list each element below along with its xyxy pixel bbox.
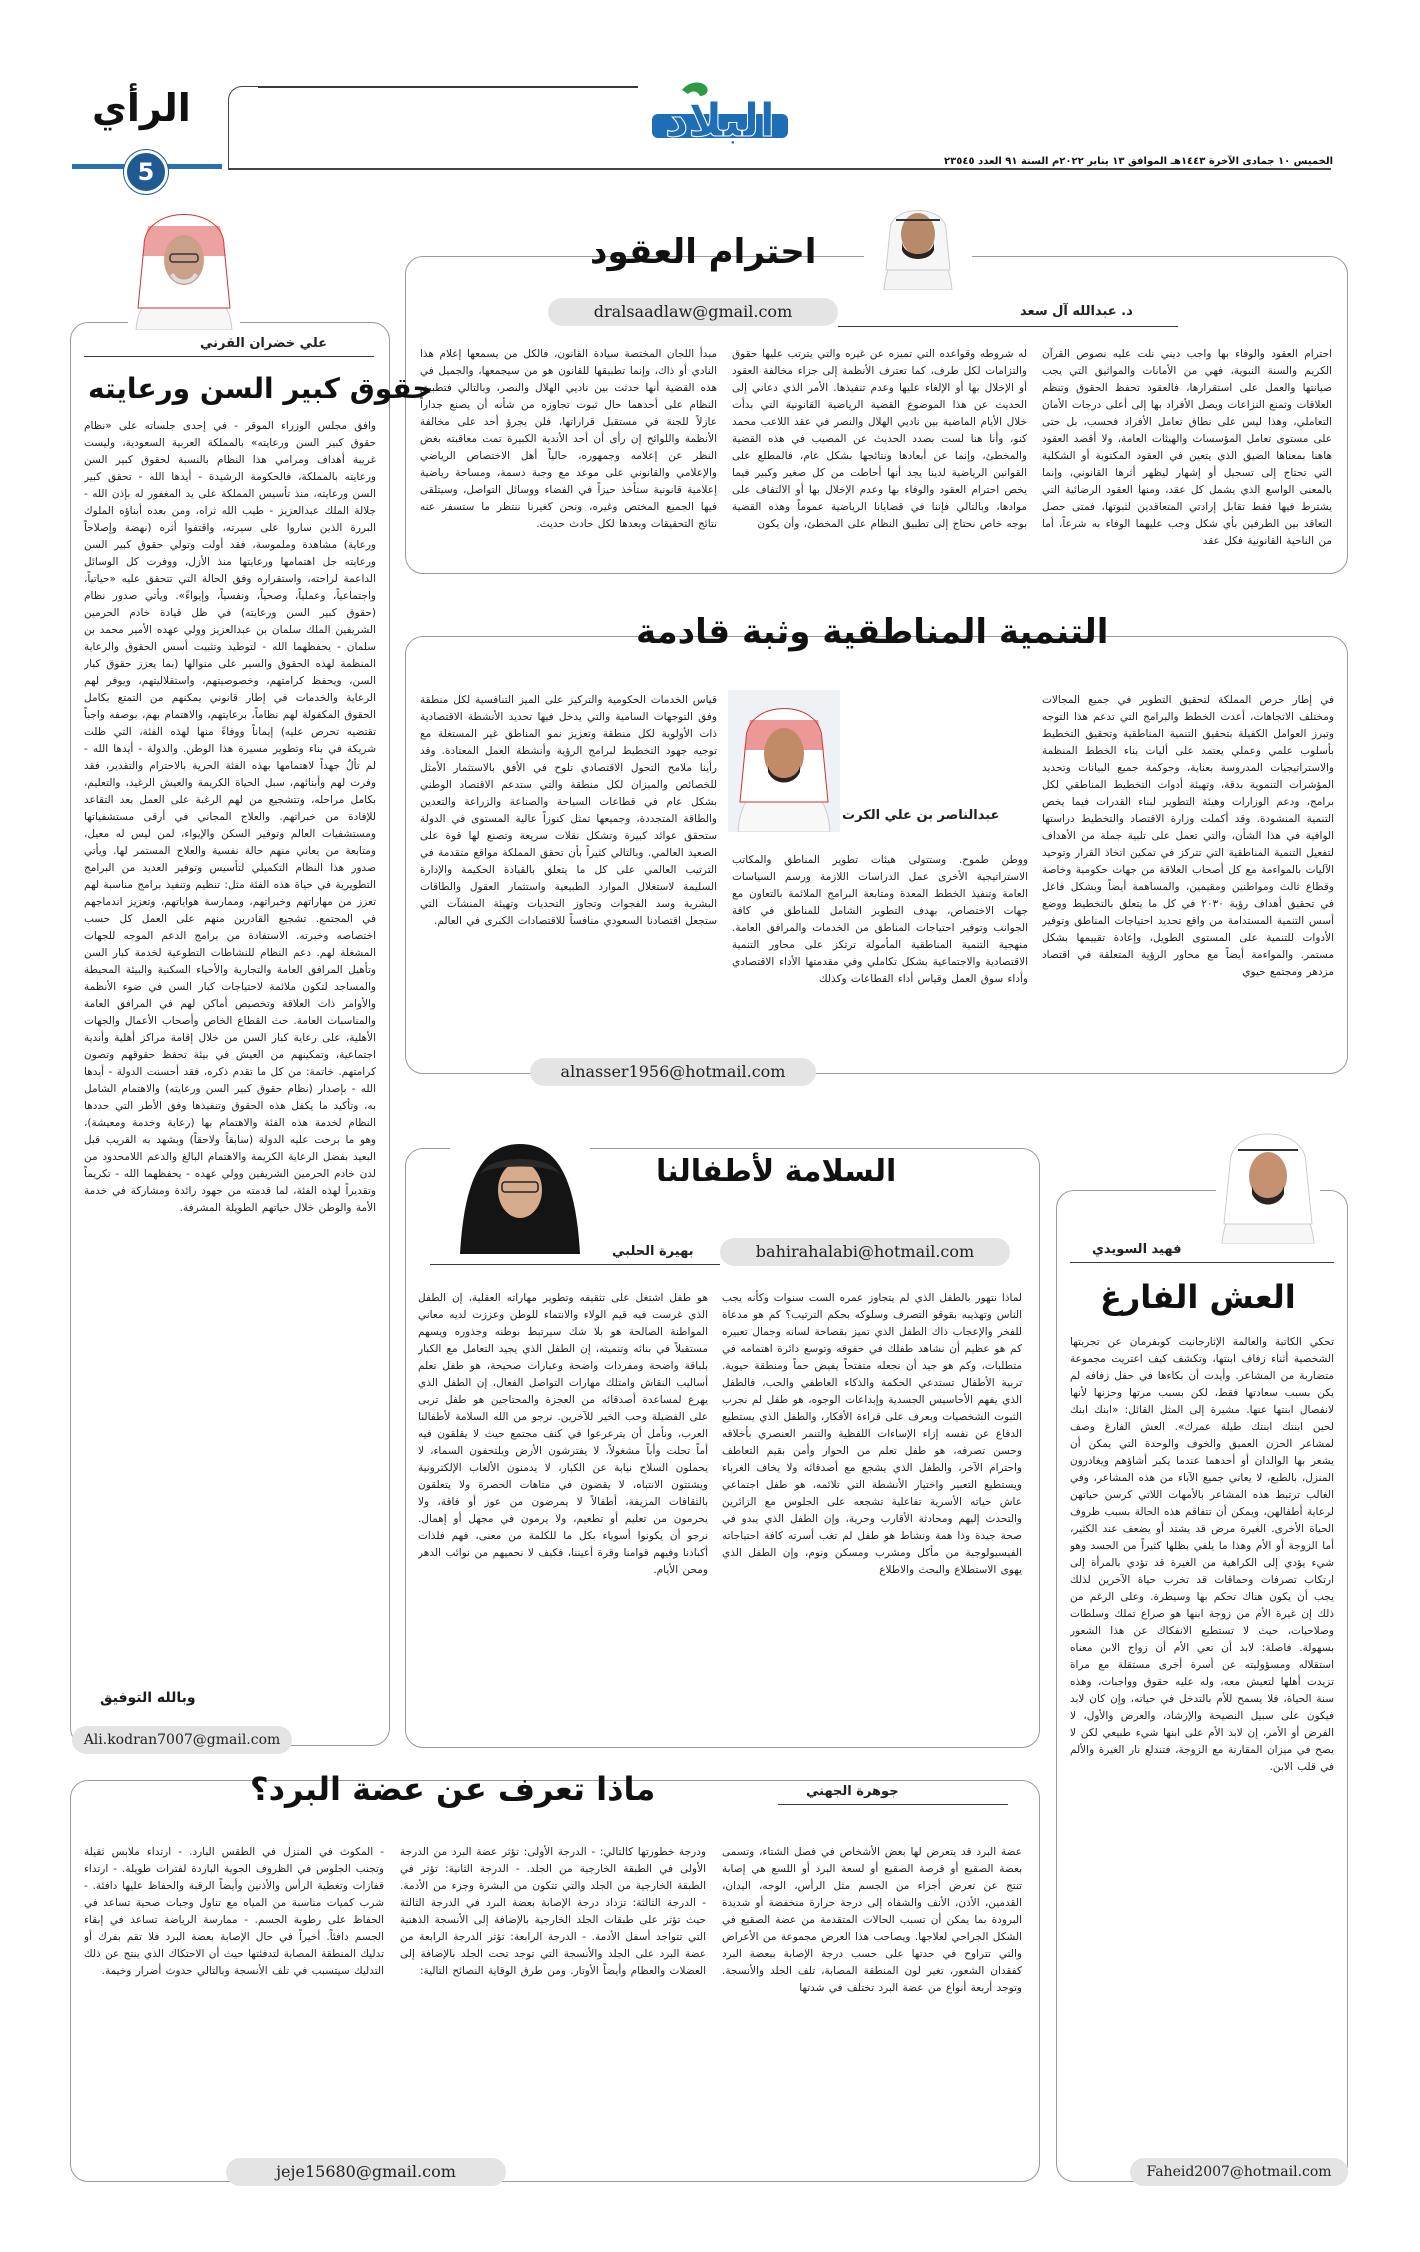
masthead-top-rule — [258, 86, 638, 88]
article-column: مبدأ اللجان المختصة سيادة القانون، فالكل من يسمعها إعلام هذا النادي أو ذاك، وإنما تطبيقها للقانون هو من سيجمعها، والجميل في هذه القضية أنها حدثت بين ناديي الهلال والنصر، وبالتالي فتطبيق النظام على أحدهما حال ثبوت تجاوزه من شأنه أن يصنع جداراً عازلاً للجنة في مستقبل قراراتها، فلن يجرؤ أحد على مخالفة الأنظمة واللوائح إن رأى أن أحد الأندية الكبيرة تمت معاقبته بغض النظر عن إعلامه وجمهوره، حالياً أهل الاختصاص الرياضي والإعلامي والقانوني على موعد مع وجبة دسمة، ومساحة رياضية إعلامية قانونية ستأخذ حيزاً في الفضاء ووسائل التواصل، وسيتلقى فيها الجميع المختص وغيره، ونحن كغيرنا ننتظر ما ستسفر عنه نتائج التحقيقات وبعدها لكل حادث حديث. — [420, 348, 717, 530]
article-column: قياس الخدمات الحكومية والتركيز على الميز التنافسية لكل منطقة وفق التوجهات السامية والتي يدخل فيها تحديد الأنشطة الاقتصادية ذات الأولوية لكل منطقة وتعزيز نمو المناطق غير المستغلة مع توجيه جهود التخطيط لبرامج الرؤية وأنشطة العمل المعتادة. وقد رأينا ملامح التحول الاقتصادي تلوح في الأفق بالاستثمار الأمثل للخصائص والميزان لكل منطقة والتي ستدعم الاقتصاد الوطني بشكل عام في قطاعات السياحة والصناعة والزراعة والتعدين والطاقة المتجددة، وجميعها تمثل كنوزاً عالية المستوى في الدولة ستحقق عوائد كبيرة وتشكل نقلات سريعة وتصنع لها قوة على الصعيد العالمي. وبالتالي كثيراً بأن تحقق المملكة مواقع متقدمة في الترتيب العالمي على كل ما يتعلق بالقيادة الحكيمة والإدارة السليمة لاستغلال الموارد الطبيعية واستثمار العقول والطاقات البشرية وسد الفجوات وتجاوز التحديات وتهيئة المنشآت التي ستجعل اقتصادنا السعودي منافساً للاقتصادات الكبرى في العالم. — [420, 694, 717, 927]
article-column: عضة البرد قد يتعرض لها بعض الأشخاص في فصل الشتاء، وتسمى بعضة الصقيع أو قرصة الصقيع أو لسعة البرد أو اللسع هي إصابة تنتج عن تعرض أجزاء من الجسم مثل الرأس، الوجه، اليدان، القدمين، الأذن، الأنف والشفاه إلى درجة حرارة منخفضة أو شديدة البرودة بما يمكن أن تسبب الحالات المتقدمة من عضة الصقيع في الشكل الجراحي لعلاجها. ويصاحب هذا العرض مجموعة من الأعراض والتي تتراوح في حدتها على حسب درجة الإصابة ببعضة البرد كفقدان الشعور، تغير لون المنطقة المصابة، تلف الجلد والأنسجة. وتوجد أربعة أنواع من عضة البرد تختلف في شدتها — [722, 1846, 1022, 1994]
author-name: د. عبدالله آل سعد — [1020, 304, 1133, 319]
article-title: السلامة لأطفالنا — [656, 1154, 897, 1189]
author-email[interactable]: jeje15680@gmail.com — [226, 2158, 506, 2186]
logo-text: البلاد — [664, 93, 776, 147]
author-name: جوهرة الجهني — [806, 1784, 899, 1799]
author-photo — [728, 690, 840, 832]
author-underline — [1070, 1262, 1334, 1263]
article-title: التنمية المناطقية وثبة قادمة — [636, 612, 1109, 652]
author-underline — [778, 1804, 1008, 1805]
author-underline — [838, 326, 1178, 327]
masthead-rule — [228, 168, 1331, 170]
article-column: ووطن طموح. وستتولى هيئات تطوير المناطق والمكاتب الاستراتيجية الأخرى عمل الدراسات اللازمة ورسم السياسات العامة وتنفيذ الخطط المعدة ومتابعة البرامج الملائمة بالتعاون مع جهات الاختصاص، بهدف التطوير الشامل للمناطق في كافة الجوانب وتوفير احتياجات المناطق من الخدمات والمرافق العامة. منهجية التنمية المناطقية المأمولة ترتكز على محاور التنمية الاقتصادية والاجتماعية بشكل تكاملي وفي مقدمتها الأداء الاقتصادي وأداء سوق العمل وقياس أداء القطاعات وكذلك — [732, 854, 1028, 985]
author-photo — [128, 200, 240, 330]
article-column: هو طفل اشتغل على تثقيفه وتطوير مهاراته العقلية، إن الطفل الذي غرست فيه قيم الولاء والانتماء للوطن وعززت لديه معاني المواطنة الصالحة هو بلا شك سيرتبط بوطنه وجذوره ويسهم مستقبلاً في بنائه وتنميته، إن الطفل الذي يجيد التعامل مع الكبار بلباقة واضحة ومفردات واضحة وعبارات صحيحة، هو طفل تعلم أساليب النقاش وامتلك مهارات التواصل الفعال، إن الطفل الذي يهرع لمساعدة أصدقائه من العجزة والمحتاجين هو طفل تربى على الفضيلة وحب الخير للآخرين. نرجو من الله السلامة لأطفالنا العرب، ونأمل أن يترعرعوا في كنف مجتمع حيث لا يقلقون فيه أماً تحلت وأباً مشغولاً، لا يفترشون الأرض ويلتحفون السماء، لا يحملون السلاح نيابة عن الكبار، لا يدمنون الألعاب الإلكترونية ويشتتون الانتباه، لا يقضون في متاهات الحصرة ولا يتعلقون بالثقافات المزيفة، أطفالاً لا يمرضون من عوز أو فاقة، ولا يحرمون من تعليم أو تطعيم، ولا يرمون في مجهل أو إهمال. نرجو أن يكونوا أسوياء بكل ما للكلمة من معنى، فهم فلذات أكبادنا وفيهم قوامنا وقرة أعيننا، فكيف لا نحميهم من نوائب الدهر ومحن الأيام. — [418, 1292, 708, 1576]
author-email[interactable]: Ali.kodran7007@gmail.com — [72, 1726, 292, 1754]
dateline: الخميس ١٠ جمادى الآخرة ١٤٤٣هـ الموافق ١٣ يناير ٢٠٢٢م السنة ٩١ العدد ٢٣٥٤٥ — [944, 156, 1333, 167]
author-name: بهيرة الحلبي — [612, 1244, 694, 1259]
author-email[interactable]: alnasser1956@hotmail.com — [530, 1058, 816, 1086]
article-column: في إطار حرص المملكة لتحقيق التطوير في جميع المجالات ومختلف الاتجاهات، أعدت الخطط والبرامج التي تدعم هذا التوجه وتبرز العوامل الكفيلة بتحقيق التنمية المناطقية وتحقيق التخطيط بأسلوب علمي وعملي يعتمد على أليات بناء الخطط المنظمة والاستراتيجيات المدروسة بعناية، وحوكمة جميع البيانات وتحديد المؤشرات التنموية بدقة، وتهيئة أدوات التخطيط المناطقي لكل برامج، ودعم الوزارات وهيئة التطوير لبناء القدرات فيما يخص التنمية المنشودة. وقد أكملت وزارة الاقتصاد والتخطيط دراستها الوافية في هذا الشأن، والتي تعمل على تلبية جملة من الأهداف لتفعيل التنمية المناطقية التي تتركز في تمكين اتخاذ القرار وتوحيد الآليات بالمواءمة مع كل أصحاب العلاقة من جهات حكومية وخاصة وقطاع ثالث ومواطنين ومقيمين، والمساهمة أيضاً وبشكل فاعل في تحقيق أهداف رؤية ٢٠٣٠ في كل ما يتعلق بالتخطيط ووضع أسس التنمية المستدامة من واقع تحديد احتياجات المناطق وتوفير الأدوات للتنمية على المستوى الطويل، وإعادة تقييمها بشكل مستمر. والمواءمة أيضاً مع محاور الرؤية المتعلقة في اقتصاد مزدهر ومجتمع حيوي — [1042, 694, 1334, 978]
article-column: له شروطه وقواعده التي تميزه عن غيره والتي يترتب عليها حقوق والتزامات لكل طرف، كما تعترف الأنظمة إلى جزاء مخالفة العقود أو الإخلال بها أو الإلغاء عليها وعدم تنفيذها. الأمر الذي دعاني إلى الحديث عن هذا الموضوع القضية الرياضية القانونية التي بدأت خلال الأيام الماضية بين ناديي الهلال والنصر في عقد اللاعب محمد كنو، وأنا هنا لست بصدد الحديث عن المصيب في هذه القضية والمخطئ، وإنما عن أبعادها ونتائجها بشكل عام، فالمطلع على القوانين الرياضية لدينا يجد أنها أحاطت من كل صغير وكبير فيما يخص احترام العقود والوفاء بها وعدم الإخلال بها أو الالتفاف على موادها، وبالتالي فإننا في قضايانا الرياضية عموماً وهذه القضية بوجه خاص نحتاج إلى تطبيق النظام على المخطئ، وأن يكون — [732, 348, 1027, 530]
article-column: احترام العقود والوفاء بها واجب ديني نلت عليه نصوص القرآن الكريم والسنة النبوية، فهي من الأمانات والمواثيق التي يجب صيانتها والعمل على استقرارها، فالعقود تحفظ الحقوق وتنظم العلاقات وتمنع النزاعات ويصل الأفراد بها إلى أعلى درجات الأمان التعاملي، وهذا ليس على نطاق تعامل الأفراد فحسب، بل حتى على مستوى تعامل المؤسسات والهيئات العامة، ولا أقصد العقود هاهنا بمعناها الضيق الذي يتعين في العقود المكتوبة أو الشكلية التي تحتاج إلى تسجيل أو إشهار ليظهر أثرها القانوني، وإنما بالمعنى الواسع الذي يشمل كل عقد، ومنها العقود الرضائية التي يشترط فيها فقط تقابل إرادتي المتعاقدين لثبوتها، فمتى حصل التعاقد بين الطرفين بأي شكل وجب عليهما الوفاء به شرعاً، أما من الناحية القانونية فكل عقد — [1042, 348, 1332, 547]
article-body: تحكي الكاتبة والعالمة الإثارجانيت كوبفرمان عن تجربتها الشخصية أثناء زفاف ابنتها، وتكشف كيف اعتريت مجموعة متضاربة من المشاعر. وأيدت أن بكاءها في حفل زفافه لم يكن بسبب سعادتها فقط، لكن بسبب مرتها وحزنها لأنها لانفصال ابنتها عنها. مشيرة إلى المثل القائل: «ابنك ابنك لحين ابنتك ابنتك طيلة عمرك». العش الفارغ وصف لمشاعر الحزن العميق والخوف والوحدة التي يمكن أن يشعر بها الوالدان أو أحدهما عندما يكبر أشاؤهم ويغادرون المنزل، بالطبع، لا يعاني جميع الآباء من هذه المشاعر، وفي الغالب ترتبط هذه المشاعر بالأمهات اللاتي كرسن حياتهن لرعاية أطفالهن، ويمكن أن تتفاقم هذه الحالة بسبب ظروف الحياة الأخرى. الغيرة مرض قد يشتد أو يضعف عند الكثير، أما الزوجة أو الأم وهذا ما يلفي بظلها كثيراً من الحسد وهو شيء يؤدي إلى الكراهية من الغيرة قد تؤدي بالمرأة إلى ارتكاب تصرفات وحماقات قد تخرب حياة الآخرين لذلك يجب أن يكون هناك تحكم بها وسيطرة. وعلى الرغم من ذلك إن غيرة الأم من زوجة ابنها هو صراع تملك وسلطات وصلاحيات، حيث لا تستطيع الانفكاك عن هذا الشعور بسهولة. فاصلة: لابد أن تعي الأم أن زواج الابن معناه استقلاله ومسؤوليته عن أسرة أخرى مستقلة مع مراة تزيدت أهلها لتعيش معه، وله عليه حقوق وواجبات، وهذه سنة الحياة، فلا يسمح للأم بالتدخل في حياته، وإن كان لابد فيكون على سبيل النصيحة والإرشاد، والعرض والأول، لا الفرض أو الأمر، إن لابد الأم على ابنها شيء طبيعي لكن لا يصح في ميزان المقارنة مع الزوجة، فتندلع نار الغيرة والألم في قلب الابن. — [1070, 1336, 1334, 1773]
author-email[interactable]: bahirahalabi@hotmail.com — [720, 1238, 1010, 1266]
article-body: وافق مجلس الوزراء الموقر - في إحدى جلساته على «نظام حقوق كبير السن ورعايته» بالمملكة العربية السعودية، وليست غريبة أهداف ومرامي هذا النظام بالنسبة لحقوق كبير السن ورعايته بالمملكة، فالحكومة الرشيدة - أيدها الله - تحقق كبير السن ورعايته، منذ تأسيس المملكة على يد المغفور له بإذن الله - جلالة الملك عبدالعزيز - طيب الله ثراه، ومن بعده أبناؤه الملوك البررة الذين ساروا على سيرته، واقتفوا أثره (نهضة وإصلاحاً ورعاية) مشاهدة وملموسة، فقد أولت وتولي حقوق كبير السن ورعايته جل اهتمامها ورعايتها منذ الأزل، ووفرت كل الوسائل الداعمة لراحته، واستقراره وفق الحالة التي تتحقق عليه «حياتياً، واجتماعياً، وعملياً، وصحياً، ونفسياً، وإيواءً». ويأتي صدور نظام (حقوق كبير السن ورعايته) في ظل قيادة خادم الحرمين الشريفين الملك سلمان بن عبدالعزيز وولي عهده الأمير محمد بن سلمان - يحفظهما الله - لتوطيد وتثبيت أسس الحقوق والرعاية المنظمة لهذه الحقوق والسير على منوالها (بما يعزز حقوق كبار السن، ويحفظ كرامتهم، وخصوصيتهم، واستقلاليتهم، ويوفر لهم الرعاية والخدمات في إطار قانوني يمكنهم من التمتع بكامل الحقوق المكفولة لهم نظاماً، برعايتهم، والاهتمام بهم، بوصفه واجباً تقتضيه تحرص عليه) إيماناً ووفاءً منها لهذه الفئة، التي ظلت شريكة في بناء وتطوير مسيرة هذا الوطن. والدولة - أيدها الله - لم تألُ جهداً لاهتمامها بهذه الفئة الحرية بالاحترام والتقدير، فقد وفرت لهم وأبنائهم، سبل الحياة الكريمة والعيش الرغيد، والتعليم، بكامل مراحله، وتتشجيع من لهم الرغبة على العمل بعد التقاعد للإفادة من خبراتهم. والعلاج المجاني في أرقى مستشفياتها ومستشفيات العالم وتوفير السكن والإيواء، لمن ليس له معيل، ومتابعة من يعاني منهم حالة نفسية والعلاج المستمر لها. ويأتي صدور هذا النظام التكميلي لتأسيس وتوفير العديد من البرامج التطويرية في حياة هذه الفئة مثل: تنظيم وتنفيذ برامج مناسبة لهم تعزز من مهاراتهم وخبراتهم، وممارسة هواياتهم، وتعزيز اندماجهم في المجتمع. تشجيع القادرين منهم على العمل كل حسب اختصاصه وخبرته. الاستفادة من برامج الدعم الموجه للجهات المشغلة لهم. دعم النظام للنشاطات التطوعية لخدمة كبار السن وتأهيل المرافق العامة والتجارية والأحياء السكنية والبيئة المحيطة والمساجد لتكون ملائمة لاحتياجات كبار السن في ضوء الأنظمة والأوامر ذات العلاقة وتخصيص أماكن لهم في المرافق العامة والمناسبات العامة. حث القطاع الخاص وأصحاب الأعمال والجهات الأهلية، على رعاية كبار السن من خلال إقامة مراكز أهلية وأندية اجتماعية، وتمكينهم من العيش في بيئة تحفظ حقوقهم وتصون كرامتهم. خاتمة: من كل ما تقدم ذكره، فقد أحسنت الدولة - أيدها الله - بإصدار (نظام حقوق كبير السن ورعايته) والاهتمام الشامل به، وتأكيد ما يكفل هذه الحقوق وتنفيذها وفق الأطر التي حددها النظام لخدمة هذه الفئة والاهتمام بها (رعاية وخدمة ومعيشة)، وهو ما برحت عليه الدولة (سابقاً ولاحقاً) وبشهد به القريب قبل البعيد بفضل الرعاية الكريمة والاهتمام البالغ والدعم اللامحدود من لدن خادم الحرمين الشريفين وولي عهده - يحفظهما الله - تكريماً وتقديراً لهذه الفئة، لما قدمته من جهود رائدة ومشاركة في خدمة الأمة والوطن خلال حياتهم الطويلة المشرفة. — [84, 420, 376, 1214]
author-photo — [864, 190, 972, 290]
article-column: - المكوث في المنزل في الطقس البارد. - ارتداء ملابس ثقيلة وتجنب الجلوس في الظروف الجوية الباردة لفترات طويلة. - ارتداء قفازات وتغطية الرأس والأذنين وأيضاً الرقبة والحفاظ عليها دافئة. - شرب كميات مناسبة من المياه مع تناول وجبات صحية تساعد في الحفاظ على رطوبة الجسم. - ممارسة الرياضة تساعد في إبقاء الجسم دافئاً. أخيراً في حال الإصابة بعضة البرد فلا تقم بفرك أو تدليك المنطقة المصابة لتدفئتها حيث أن الاحتكاك الذي ينتج عن ذلك التدليك سيتسبب في تلف الأنسجة وبالتالي حدوث أضرار وخيمة. — [84, 1846, 384, 1977]
author-email[interactable]: dralsaadlaw@gmail.com — [548, 298, 838, 326]
masthead-bracket — [228, 86, 259, 169]
article-column: ودرجة خطورتها كالتالي: - الدرجة الأولى: تؤثر عضة البرد من الدرجة الأولى في الطبقة الخارجية من الجلد. - الدرجة الثانية: تؤثر في الطبقة الخارجية من الجلد والتي تتكون من البشرة وجزء من الأدمة. - الدرجة الثالثة: تزداد درجة الإصابة بعضة البرد في الدرجة الثالثة حيث تؤثر على طبقات الجلد الخارجية بالإضافة إلى الأنسجة الذهنية التي تتواجد أسفل الأدمة. - الدرجة الرابعة: تؤثر الدرجة الرابعة من عضة البرد على الجلد والأنسجة التي توجد تحت الجلد بالإضافة إلى العضلات والعظام وأيضاً الأوتار. ومن طرق الوقاية النصائح التالية: — [400, 1846, 706, 1977]
article-column: لماذا نتهور بالطفل الذي لم يتجاوز عمره الست سنوات وكأنه يجب الناس وتهذيبه بقوقو التصرف وسلوكه بحكم الترتيب؟ كم هو مدعاة للفخر والإعجاب ذاك الطفل الذي تميز بقصاحة لسانه وجمال تعبيره كم هو عظيم أن نشاهد طفلك في حفوقه وتوسع دائرة اهتمامه في متطلبات، وكم هو جيد أن نجعله متفتحاً يفيض حماً ومنطقة حيوية. تربية الأطفال تستدعي الحكمة والذكاء العاطفي والحب، فالطفل الذي يفهم الأحاسيس الجسدية وإبداعات الوجوه، هو طفل لم نجرب الثبوت الشخصيات وبعرف على قراءة الأفكار، والطفل الذي يستطيع الدفاع عن نفسه إزاء الإساءات اللفظية والتنمر العنصري بأخلاقه وحسن تصرفه، هو طفل تعلم من الحوار وأمن بقيم التعاطف واحترام الآخر، والطفل الذي يشجع مع أصدقائه ولا يخاف الغرباء ويستطيع التعبير واختيار الأنشطة التي تلائمه، هو طفل اجتماعي عاش حياته الأسرية تفاعلية تشجعه على الجلوس مع الزائرين والتحدث إليهم ومحادثة الأقارب وحرية، وإن الطفل الذي يبدو في صحة جيدة وذا همة ونشاط هو طفل لم تغب أسرته كافة احتياجاته الفيسيولوجية من مأكل ومشرب ومسكن ونوم، وإن الطفل الذي يهوى الاستطلاع والبحث والاطلاع — [722, 1292, 1022, 1576]
article-title: حقوق كبير السن ورعايته — [88, 372, 433, 405]
article-title: احترام العقود — [590, 232, 817, 272]
author-name: علي خضران القرني — [200, 336, 328, 351]
logo — [648, 78, 792, 152]
author-photo — [1216, 1120, 1320, 1244]
author-email[interactable]: Faheid2007@hotmail.com — [1130, 2158, 1348, 2186]
page-number-badge — [124, 150, 168, 194]
author-name: فهيد السويدي — [1092, 1242, 1182, 1257]
article-closing: وبالله التوفيق — [100, 1690, 196, 1706]
masthead — [0, 0, 1420, 190]
author-underline — [84, 356, 374, 357]
author-underline — [430, 1264, 720, 1265]
author-photo — [450, 1124, 590, 1254]
page-number: 5 — [137, 158, 155, 186]
article-title: العش الفارغ — [1100, 1278, 1296, 1316]
section-title: الرأي — [92, 86, 191, 130]
article-title: ماذا تعرف عن عضة البرد؟ — [250, 1770, 656, 1808]
author-name: عبدالناصر بن علي الكرت — [842, 808, 1000, 823]
